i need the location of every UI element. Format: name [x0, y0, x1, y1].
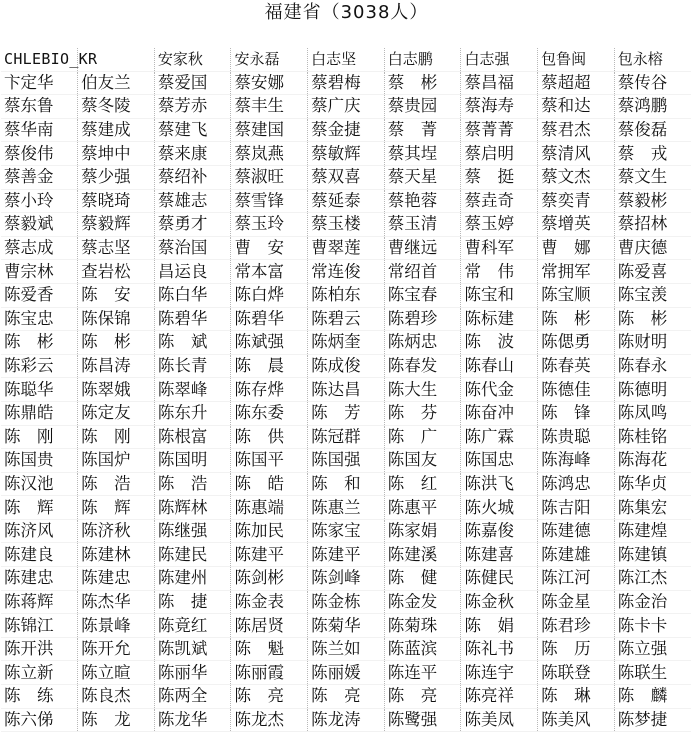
name-cell: 蔡海寿 [461, 95, 538, 119]
name-cell: 蔡贵园 [384, 95, 461, 119]
name-cell: 陈建平 [231, 543, 308, 567]
name-cell: 蔡安娜 [231, 71, 308, 95]
header-row [1, 48, 691, 71]
name-cell: 陈建民 [154, 543, 231, 567]
name-cell: 蔡玉婷 [461, 213, 538, 237]
name-cell: 陈德佳 [538, 378, 615, 402]
name-cell: 陈蒋辉 [1, 590, 78, 614]
name-cell: 陈洪飞 [461, 472, 538, 496]
name-cell: 陈建德 [538, 519, 615, 543]
name-cell: 蔡雄志 [154, 189, 231, 213]
name-cell: 陈碧华 [154, 307, 231, 331]
name-cell: 陈嘉俊 [461, 519, 538, 543]
header-cell: 白志鹏 [384, 48, 461, 71]
name-cell: 陈 麟 [614, 685, 691, 709]
name-cell: 陈 亮 [308, 685, 385, 709]
table-row [1, 213, 691, 237]
name-cell: 蔡芳赤 [154, 95, 231, 119]
name-cell: 陈斌强 [231, 331, 308, 355]
name-cell: 蔡少强 [78, 165, 155, 189]
name-cell: 陈两全 [154, 685, 231, 709]
name-cell: 陈大生 [384, 378, 461, 402]
name-cell: 陈立强 [614, 637, 691, 661]
name-cell: 陈 芬 [384, 401, 461, 425]
name-cell: 陈建平 [308, 543, 385, 567]
name-cell: 陈菊华 [308, 614, 385, 638]
name-cell: 常连俊 [308, 260, 385, 284]
name-cell: 陈立新 [1, 661, 78, 685]
name-cell: 陈 彬 [614, 307, 691, 331]
table-row [1, 685, 691, 709]
name-cell: 陈成俊 [308, 354, 385, 378]
name-cell: 陈建溪 [384, 543, 461, 567]
name-cell: 蔡东鲁 [1, 95, 78, 119]
name-cell: 陈金秋 [461, 590, 538, 614]
name-cell: 蔡 彬 [384, 71, 461, 95]
name-cell: 陈 波 [461, 331, 538, 355]
name-cell: 陈 和 [308, 472, 385, 496]
name-cell: 陈海峰 [538, 449, 615, 473]
header-cell: 安家秋 [154, 48, 231, 71]
name-cell: 蔡玉玲 [231, 213, 308, 237]
name-cell: 陈冠群 [308, 425, 385, 449]
name-cell: 伯友兰 [78, 71, 155, 95]
table-row [1, 118, 691, 142]
table-row [1, 236, 691, 260]
name-cell: 蔡 菁 [384, 118, 461, 142]
name-cell: 蔡勇才 [154, 213, 231, 237]
name-cell: 陈贵聪 [538, 425, 615, 449]
name-cell: 陈春永 [614, 354, 691, 378]
name-cell: 蔡其埕 [384, 142, 461, 166]
name-cell: 曹庆德 [614, 236, 691, 260]
name-cell: 陈金发 [384, 590, 461, 614]
name-cell: 陈 刚 [78, 425, 155, 449]
name-cell: 陈龙涛 [308, 708, 385, 732]
header-cell: 白志强 [461, 48, 538, 71]
name-cell: 陈翠娥 [78, 378, 155, 402]
name-cell: 陈国强 [308, 449, 385, 473]
name-cell: 陈龙华 [154, 708, 231, 732]
name-cell: 陈连宇 [461, 661, 538, 685]
name-cell: 陈建镇 [614, 543, 691, 567]
name-cell: 陈开洪 [1, 637, 78, 661]
name-cell: 陈江杰 [614, 567, 691, 591]
name-cell: 查岩松 [78, 260, 155, 284]
name-cell: 陈 浩 [78, 472, 155, 496]
name-cell: 陈建煌 [614, 519, 691, 543]
table-row [1, 472, 691, 496]
name-cell: 陈保锦 [78, 307, 155, 331]
name-cell: 陈达昌 [308, 378, 385, 402]
name-cell: 陈君珍 [538, 614, 615, 638]
name-cell: 陈 练 [1, 685, 78, 709]
name-cell: 蔡 挺 [461, 165, 538, 189]
name-cell: 陈家宝 [308, 519, 385, 543]
name-cell: 陈财明 [614, 331, 691, 355]
name-cell: 陈 安 [78, 283, 155, 307]
name-cell: 蔡增英 [538, 213, 615, 237]
table-row [1, 283, 691, 307]
page-title: 福建省（3038人） [264, 2, 429, 23]
name-cell: 陈鹭强 [384, 708, 461, 732]
name-cell: 陈建忠 [78, 567, 155, 591]
name-cell: 陈惠端 [231, 496, 308, 520]
name-cell: 陈丽媛 [308, 661, 385, 685]
table-row [1, 661, 691, 685]
name-cell: 陈 刚 [1, 425, 78, 449]
name-cell: 陈建雄 [538, 543, 615, 567]
name-cell: 陈 魁 [231, 637, 308, 661]
name-cell: 陈立暄 [78, 661, 155, 685]
name-roster-table [1, 48, 691, 732]
name-cell: 陈白华 [154, 283, 231, 307]
name-cell: 蔡招林 [614, 213, 691, 237]
name-cell: 陈 娟 [461, 614, 538, 638]
header-cell: 包鲁闽 [538, 48, 615, 71]
name-cell: 陈惠兰 [308, 496, 385, 520]
name-cell: 陈吉阳 [538, 496, 615, 520]
table-row [1, 307, 691, 331]
name-cell: 陈杰华 [78, 590, 155, 614]
name-cell: 陈国友 [384, 449, 461, 473]
name-cell: 蔡君杰 [538, 118, 615, 142]
name-cell: 陈 供 [231, 425, 308, 449]
name-cell: 陈德明 [614, 378, 691, 402]
name-cell: 蔡毅彬 [614, 189, 691, 213]
name-cell: 陈济风 [1, 519, 78, 543]
name-cell: 蔡天星 [384, 165, 461, 189]
name-cell: 蔡延泰 [308, 189, 385, 213]
name-cell: 蔡绍补 [154, 165, 231, 189]
name-cell: 陈 历 [538, 637, 615, 661]
name-cell: 蔡爱国 [154, 71, 231, 95]
name-cell: 蔡毅斌 [1, 213, 78, 237]
name-cell: 陈家娟 [384, 519, 461, 543]
name-cell: 陈国炉 [78, 449, 155, 473]
name-cell: 陈汉池 [1, 472, 78, 496]
name-cell: 陈 浩 [154, 472, 231, 496]
name-cell: 蔡岚燕 [231, 142, 308, 166]
name-cell: 陈碧珍 [384, 307, 461, 331]
roster-body [1, 48, 691, 732]
name-cell: 陈 芳 [308, 401, 385, 425]
name-cell: 陈奋冲 [461, 401, 538, 425]
table-row [1, 260, 691, 284]
name-cell: 陈健民 [461, 567, 538, 591]
name-cell: 曹宗林 [1, 260, 78, 284]
name-cell: 陈惠平 [384, 496, 461, 520]
name-cell: 蔡毅辉 [78, 213, 155, 237]
name-cell: 蔡清风 [538, 142, 615, 166]
name-cell: 陈白烨 [231, 283, 308, 307]
name-cell: 陈桂铭 [614, 425, 691, 449]
header-cell: 安永磊 [231, 48, 308, 71]
name-cell: 陈凤鸣 [614, 401, 691, 425]
name-cell: 陈国明 [154, 449, 231, 473]
name-cell: 陈兰如 [308, 637, 385, 661]
table-row [1, 637, 691, 661]
name-cell: 陈凯斌 [154, 637, 231, 661]
name-cell: 蔡双喜 [308, 165, 385, 189]
name-cell: 陈菊珠 [384, 614, 461, 638]
name-cell: 蔡传谷 [614, 71, 691, 95]
name-cell: 陈六俤 [1, 708, 78, 732]
name-cell: 陈 晨 [231, 354, 308, 378]
name-cell: 蔡建国 [231, 118, 308, 142]
name-cell: 陈标建 [461, 307, 538, 331]
name-cell: 陈加民 [231, 519, 308, 543]
name-cell: 陈宝和 [461, 283, 538, 307]
name-cell: 陈竟红 [154, 614, 231, 638]
name-cell: 陈碧云 [308, 307, 385, 331]
name-cell: 陈昌涛 [78, 354, 155, 378]
name-cell: 蔡玉楼 [308, 213, 385, 237]
name-cell: 蔡来康 [154, 142, 231, 166]
name-cell: 蔡雪锋 [231, 189, 308, 213]
name-cell: 陈 彬 [1, 331, 78, 355]
table-row [1, 331, 691, 355]
name-cell: 昌运良 [154, 260, 231, 284]
name-cell: 陈 龙 [78, 708, 155, 732]
table-row [1, 401, 691, 425]
name-cell: 蔡丰生 [231, 95, 308, 119]
header-cell: CHLEBIO_KR [1, 48, 78, 71]
table-row [1, 71, 691, 95]
name-cell: 蔡坤中 [78, 142, 155, 166]
name-cell: 陈济秋 [78, 519, 155, 543]
name-cell: 陈 彬 [78, 331, 155, 355]
name-cell: 陈金表 [231, 590, 308, 614]
table-row [1, 567, 691, 591]
name-cell: 陈连平 [384, 661, 461, 685]
table-row [1, 496, 691, 520]
name-cell: 陈江河 [538, 567, 615, 591]
name-cell: 陈炳忠 [384, 331, 461, 355]
name-cell: 陈宝顺 [538, 283, 615, 307]
name-cell: 蔡华南 [1, 118, 78, 142]
name-cell: 陈春山 [461, 354, 538, 378]
header-cell: 包永榕 [614, 48, 691, 71]
name-cell: 陈 琳 [538, 685, 615, 709]
name-cell: 蔡文杰 [538, 165, 615, 189]
name-cell: 陈火城 [461, 496, 538, 520]
name-cell: 陈丽霞 [231, 661, 308, 685]
name-cell: 陈宝羡 [614, 283, 691, 307]
name-cell: 蔡超超 [538, 71, 615, 95]
name-cell: 蔡敏辉 [308, 142, 385, 166]
name-cell: 陈继强 [154, 519, 231, 543]
name-cell: 蔡冬陵 [78, 95, 155, 119]
table-row [1, 590, 691, 614]
name-cell: 陈美风 [538, 708, 615, 732]
name-cell: 陈 锋 [538, 401, 615, 425]
name-cell: 陈国忠 [461, 449, 538, 473]
name-cell: 蔡鸿鹏 [614, 95, 691, 119]
name-cell: 陈丽华 [154, 661, 231, 685]
name-cell: 常本富 [231, 260, 308, 284]
name-cell: 陈 健 [384, 567, 461, 591]
name-cell: 陈聪华 [1, 378, 78, 402]
name-cell: 陈宝忠 [1, 307, 78, 331]
table-row [1, 142, 691, 166]
name-cell: 陈长青 [154, 354, 231, 378]
name-cell: 蔡俊磊 [614, 118, 691, 142]
name-cell: 蔡和达 [538, 95, 615, 119]
name-cell: 陈辉林 [154, 496, 231, 520]
name-cell: 陈鸿忠 [538, 472, 615, 496]
name-cell: 陈爱喜 [614, 260, 691, 284]
name-cell: 陈偲勇 [538, 331, 615, 355]
name-cell: 陈梦捷 [614, 708, 691, 732]
name-cell: 卞定华 [1, 71, 78, 95]
name-cell: 陈 彬 [538, 307, 615, 331]
name-cell: 陈东升 [154, 401, 231, 425]
name-cell: 蔡文生 [614, 165, 691, 189]
name-cell: 蔡菁菁 [461, 118, 538, 142]
name-cell: 陈居贤 [231, 614, 308, 638]
header-cell: 白志坚 [308, 48, 385, 71]
name-cell: 蔡建飞 [154, 118, 231, 142]
name-cell: 蔡金捷 [308, 118, 385, 142]
table-row [1, 543, 691, 567]
name-cell: 陈集宏 [614, 496, 691, 520]
name-cell: 陈华贞 [614, 472, 691, 496]
name-cell: 陈 辉 [78, 496, 155, 520]
name-cell: 陈宝春 [384, 283, 461, 307]
name-cell: 陈龙杰 [231, 708, 308, 732]
name-cell: 曹 娜 [538, 236, 615, 260]
name-cell: 陈建林 [78, 543, 155, 567]
name-cell: 陈国平 [231, 449, 308, 473]
name-cell: 陈良杰 [78, 685, 155, 709]
name-cell: 陈剑峰 [308, 567, 385, 591]
name-cell: 陈建忠 [1, 567, 78, 591]
table-row [1, 378, 691, 402]
name-cell: 蔡建成 [78, 118, 155, 142]
name-cell: 陈爱香 [1, 283, 78, 307]
name-cell: 陈 皓 [231, 472, 308, 496]
name-cell: 常绍首 [384, 260, 461, 284]
name-cell: 蔡志坚 [78, 236, 155, 260]
name-cell: 蔡垚奇 [461, 189, 538, 213]
name-cell: 蔡治国 [154, 236, 231, 260]
name-cell: 蔡艳蓉 [384, 189, 461, 213]
name-cell: 陈彩云 [1, 354, 78, 378]
name-cell: 陈建良 [1, 543, 78, 567]
name-cell: 陈东委 [231, 401, 308, 425]
name-cell: 陈卡卡 [614, 614, 691, 638]
name-cell: 蔡晓琦 [78, 189, 155, 213]
name-cell: 蔡玉清 [384, 213, 461, 237]
name-cell: 陈 辉 [1, 496, 78, 520]
table-row [1, 95, 691, 119]
name-cell: 蔡俊伟 [1, 142, 78, 166]
name-cell: 陈金治 [614, 590, 691, 614]
name-cell: 蔡昌福 [461, 71, 538, 95]
name-cell: 陈春英 [538, 354, 615, 378]
name-cell: 陈开允 [78, 637, 155, 661]
name-cell: 蔡小玲 [1, 189, 78, 213]
name-cell: 蔡淑旺 [231, 165, 308, 189]
name-cell: 蔡 戎 [614, 142, 691, 166]
name-cell: 陈金星 [538, 590, 615, 614]
name-cell: 蔡广庆 [308, 95, 385, 119]
name-cell: 陈柏东 [308, 283, 385, 307]
name-cell: 陈代金 [461, 378, 538, 402]
name-cell: 陈 广 [384, 425, 461, 449]
name-cell: 陈 亮 [231, 685, 308, 709]
table-row [1, 519, 691, 543]
name-cell: 曹翠莲 [308, 236, 385, 260]
table-row [1, 189, 691, 213]
name-cell: 常拥军 [538, 260, 615, 284]
name-cell: 曹继远 [384, 236, 461, 260]
name-cell: 陈建喜 [461, 543, 538, 567]
table-row [1, 614, 691, 638]
name-cell: 陈联登 [538, 661, 615, 685]
name-cell: 陈蓝滨 [384, 637, 461, 661]
name-cell: 陈 亮 [384, 685, 461, 709]
name-cell: 陈礼书 [461, 637, 538, 661]
name-cell: 陈联生 [614, 661, 691, 685]
name-cell: 陈 斌 [154, 331, 231, 355]
name-cell: 常 伟 [461, 260, 538, 284]
table-row [1, 425, 691, 449]
name-cell: 陈碧华 [231, 307, 308, 331]
name-cell: 陈亮祥 [461, 685, 538, 709]
name-cell: 陈定友 [78, 401, 155, 425]
name-cell: 陈翠峰 [154, 378, 231, 402]
name-cell: 蔡善金 [1, 165, 78, 189]
name-cell: 陈存烨 [231, 378, 308, 402]
name-cell: 蔡奕青 [538, 189, 615, 213]
name-cell: 陈建州 [154, 567, 231, 591]
name-cell: 陈 捷 [154, 590, 231, 614]
name-cell: 陈鼎皓 [1, 401, 78, 425]
name-cell: 陈炳奎 [308, 331, 385, 355]
name-cell: 蔡启明 [461, 142, 538, 166]
name-cell: 陈国贵 [1, 449, 78, 473]
table-row [1, 708, 691, 732]
table-row [1, 354, 691, 378]
name-cell: 陈广霖 [461, 425, 538, 449]
name-cell: 陈景峰 [78, 614, 155, 638]
table-row [1, 449, 691, 473]
name-cell: 陈春发 [384, 354, 461, 378]
name-cell: 曹科军 [461, 236, 538, 260]
name-cell: 陈 红 [384, 472, 461, 496]
name-cell: 陈美凤 [461, 708, 538, 732]
name-cell: 陈根富 [154, 425, 231, 449]
table-row [1, 165, 691, 189]
name-cell: 陈剑彬 [231, 567, 308, 591]
name-cell: 陈金栋 [308, 590, 385, 614]
name-cell: 陈海花 [614, 449, 691, 473]
name-cell: 曹 安 [231, 236, 308, 260]
name-cell: 蔡志成 [1, 236, 78, 260]
name-cell: 蔡碧梅 [308, 71, 385, 95]
name-cell: 陈锦江 [1, 614, 78, 638]
